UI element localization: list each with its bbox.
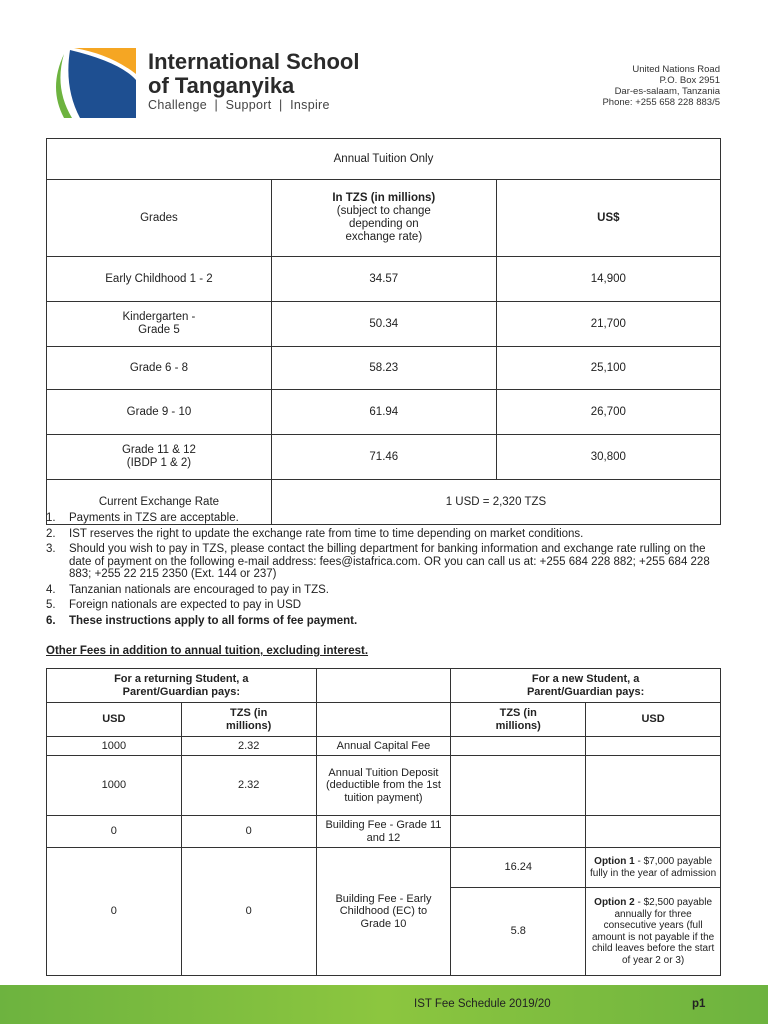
col-header-usd: US$ bbox=[496, 180, 720, 257]
blank-header-cell bbox=[316, 703, 451, 737]
school-logo-icon bbox=[50, 48, 140, 118]
col-header-new-tzs: TZS (in millions) bbox=[451, 703, 586, 737]
note-item: 3. Should you wish to pay in TZS, please contact the billing department for banking information and exchange rate rulling on the date of payment on the following e-mail address: fees@istafrica.com. OR you can call us at: +255 684 228 882; +255 684 228 883; +255 22 215 2350 (Ext. 144 or 237) bbox=[46, 543, 710, 580]
note-item: 2. IST reserves the right to update the exchange rate from time to time depending on market conditions. bbox=[46, 527, 584, 540]
usd-cell: 26,700 bbox=[496, 390, 720, 435]
option1-text: - $7,000 payable fully in the year of admission bbox=[590, 856, 717, 879]
grade-cell: Kindergarten - Grade 5 bbox=[47, 302, 272, 347]
col-header-returning-tzs: TZS (in millions) bbox=[181, 703, 316, 737]
address-line: Phone: +255 658 228 883/5 bbox=[602, 97, 720, 108]
grade-cell: Grade 11 & 12 (IBDP 1 & 2) bbox=[47, 435, 272, 480]
fee-name-cell: Annual Tuition Deposit (deductible from the 1st tuition payment) bbox=[316, 756, 451, 816]
note-text: These instructions apply to all forms of fee payment. bbox=[69, 614, 358, 627]
returning-tzs-cell: 2.32 bbox=[181, 737, 316, 756]
note-item: 4. Tanzanian nationals are encouraged to pay in TZS. bbox=[46, 583, 329, 596]
note-item: 6. These instructions apply to all forms of fee payment. bbox=[46, 614, 358, 627]
col-header-tzs-title: In TZS (in millions) bbox=[332, 192, 436, 204]
grade-cell: Grade 9 - 10 bbox=[47, 390, 272, 435]
new-tzs-cell bbox=[451, 816, 586, 848]
school-name bbox=[148, 50, 359, 98]
returning-tzs-cell: 2.32 bbox=[181, 756, 316, 816]
note-item: 5. Foreign nationals are expected to pay in USD bbox=[46, 599, 302, 611]
option2-text: - $2,500 payable annually for three consecutive years (full amount is not payable if the child leaves before the start of year 2 or 3) bbox=[591, 897, 715, 966]
table-row bbox=[47, 390, 721, 435]
note-item: 1. Payments in TZS are acceptable. bbox=[46, 512, 239, 524]
option1-tzs-cell: 16.24 bbox=[451, 848, 586, 888]
tagline: Challenge | Support | Inspire bbox=[148, 98, 330, 112]
tuition-table-title: Annual Tuition Only bbox=[47, 139, 721, 180]
address-line: Dar-es-salaam, Tanzania bbox=[614, 86, 720, 97]
notes-list bbox=[46, 512, 726, 630]
other-fees-title: Other Fees in addition to annual tuition, excluding interest. bbox=[46, 645, 369, 657]
new-usd-cell bbox=[586, 816, 721, 848]
page-footer bbox=[0, 985, 768, 1024]
usd-cell: 21,700 bbox=[496, 302, 720, 347]
tzs-cell: 34.57 bbox=[271, 257, 496, 302]
option2-tzs-cell: 5.8 bbox=[451, 888, 586, 976]
new-student-header: For a new Student, a Parent/Guardian pays: bbox=[451, 669, 721, 703]
returning-student-header: For a returning Student, a Parent/Guardian pays: bbox=[47, 669, 317, 703]
fee-name-cell: Building Fee - Early Childhood (EC) to Grade 10 bbox=[316, 848, 451, 976]
col-header-returning-usd: USD bbox=[47, 703, 182, 737]
new-usd-cell bbox=[586, 756, 721, 816]
option2-cell bbox=[586, 888, 721, 976]
blank-header-cell bbox=[316, 669, 451, 703]
note-text: Tanzanian nationals are encouraged to pay in TZS. bbox=[69, 583, 329, 596]
exchange-rate-label: Current Exchange Rate bbox=[47, 480, 272, 525]
new-tzs-cell bbox=[451, 756, 586, 816]
note-text: Foreign nationals are expected to pay in USD bbox=[69, 599, 302, 611]
tuition-table bbox=[46, 138, 721, 525]
tzs-cell: 58.23 bbox=[271, 347, 496, 390]
col-header-tzs-note: (subject to change depending on exchange rate) bbox=[336, 205, 431, 243]
tzs-cell: 50.34 bbox=[271, 302, 496, 347]
usd-cell: 25,100 bbox=[496, 347, 720, 390]
option2-label: Option 2 bbox=[594, 897, 635, 908]
footer-title: IST Fee Schedule 2019/20 bbox=[414, 998, 551, 1010]
address-line: P.O. Box 2951 bbox=[659, 75, 720, 86]
exchange-rate-value: 1 USD = 2,320 TZS bbox=[271, 480, 720, 525]
new-tzs-cell bbox=[451, 737, 586, 756]
fee-name-cell: Building Fee - Grade 11 and 12 bbox=[316, 816, 451, 848]
grade-cell: Early Childhood 1 - 2 bbox=[47, 257, 272, 302]
note-text: IST reserves the right to update the exchange rate from time to time depending on market conditions. bbox=[69, 527, 584, 540]
col-header-tzs bbox=[271, 180, 496, 257]
returning-usd-cell: 0 bbox=[47, 816, 182, 848]
grade-cell: Grade 6 - 8 bbox=[47, 347, 272, 390]
page-header bbox=[0, 0, 768, 130]
col-header-grades: Grades bbox=[47, 180, 272, 257]
table-row bbox=[47, 347, 721, 390]
table-row bbox=[47, 848, 721, 888]
address-block bbox=[602, 64, 720, 108]
address-line: United Nations Road bbox=[632, 64, 720, 75]
col-header-new-usd: USD bbox=[586, 703, 721, 737]
table-row bbox=[47, 737, 721, 756]
returning-usd-cell: 1000 bbox=[47, 756, 182, 816]
returning-tzs-cell: 0 bbox=[181, 848, 316, 976]
table-row bbox=[47, 257, 721, 302]
returning-usd-cell: 0 bbox=[47, 848, 182, 976]
page-number: p1 bbox=[692, 998, 706, 1010]
other-fees-table bbox=[46, 668, 721, 976]
tzs-cell: 61.94 bbox=[271, 390, 496, 435]
returning-usd-cell: 1000 bbox=[47, 737, 182, 756]
note-text: Payments in TZS are acceptable. bbox=[69, 512, 239, 524]
option1-label: Option 1 bbox=[594, 856, 635, 867]
note-text: Should you wish to pay in TZS, please contact the billing department for banking information and exchange rate rulling on the date of payment on the following e-mail address: fees@istafrica.com. OR you can call us at: +255 684 228 882; +255 684 228 883; +255 22 215 2350 (Ext. 144 or 237) bbox=[69, 543, 710, 580]
table-row bbox=[47, 756, 721, 816]
usd-cell: 14,900 bbox=[496, 257, 720, 302]
fee-name-cell: Annual Capital Fee bbox=[316, 737, 451, 756]
usd-cell: 30,800 bbox=[496, 435, 720, 480]
table-row bbox=[47, 302, 721, 347]
school-name-line1: International School bbox=[148, 49, 360, 74]
returning-tzs-cell: 0 bbox=[181, 816, 316, 848]
table-row bbox=[47, 435, 721, 480]
new-usd-cell bbox=[586, 737, 721, 756]
school-name-line2: of Tanganyika bbox=[148, 73, 295, 98]
table-row bbox=[47, 816, 721, 848]
tzs-cell: 71.46 bbox=[271, 435, 496, 480]
option1-cell bbox=[586, 848, 721, 888]
